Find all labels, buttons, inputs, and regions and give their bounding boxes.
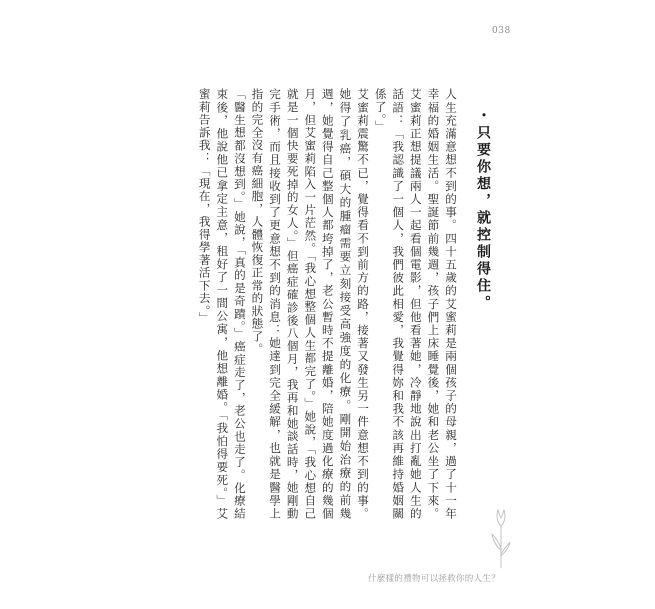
tulip-line-drawing-icon <box>488 508 514 570</box>
section-heading: ・只要你想，就控制得住。 <box>475 108 491 312</box>
page-number: 038 <box>492 26 511 36</box>
paragraph: 艾蜜莉震驚不已，覺得看不到前方的路，接著又發生另一件意想不到的事。她得了乳癌，碩大的腫瘤需要立刻接受高強度的化療。剛開始治療的前幾週，她覺得自己整個人都垮掉了，老公暫時不提離婚，陪她度過化療的幾個月，但艾蜜莉陷入一片茫然。「我心想整個人生都完了。」她說，「我心想自己就是一個快要死掉的女人。」但癌症確診後八個月，我再和她談話時，她剛動完手術，而且接收到了更意想不到的消息：她達到完全緩解，也就是醫學上指的完全沒有癌細胞，人體恢復正常的狀態了。 <box>250 88 371 520</box>
body-text <box>178 88 459 520</box>
paragraph: 人生充滿意想不到的事。四十五歲的艾蜜莉是兩個孩子的母親，過了十一年幸福的婚姻生活。聖誕節前幾週，孩子們上床睡覺後，她和老公坐了下來。艾蜜莉正想提議兩人一起看個電影，但他看著她，冷靜地說出打亂她人生的話語：「我認識了一個人，我們彼此相愛，我覺得妳和我不該再維持婚姻關係了。」 <box>373 88 458 520</box>
paragraph: 「醫生想都沒想到。」她說，「真的是奇蹟。」癌症走了，老公也走了。化療結束後，他說他已拿定主意，租好了一間公寓，他想離婚。「我怕得要死。」艾蜜莉告訴我：「現在，我得學著活下去。」 <box>197 88 247 520</box>
running-footer: 什麼樣的禮物可以拯救你的人生？ <box>368 574 501 584</box>
